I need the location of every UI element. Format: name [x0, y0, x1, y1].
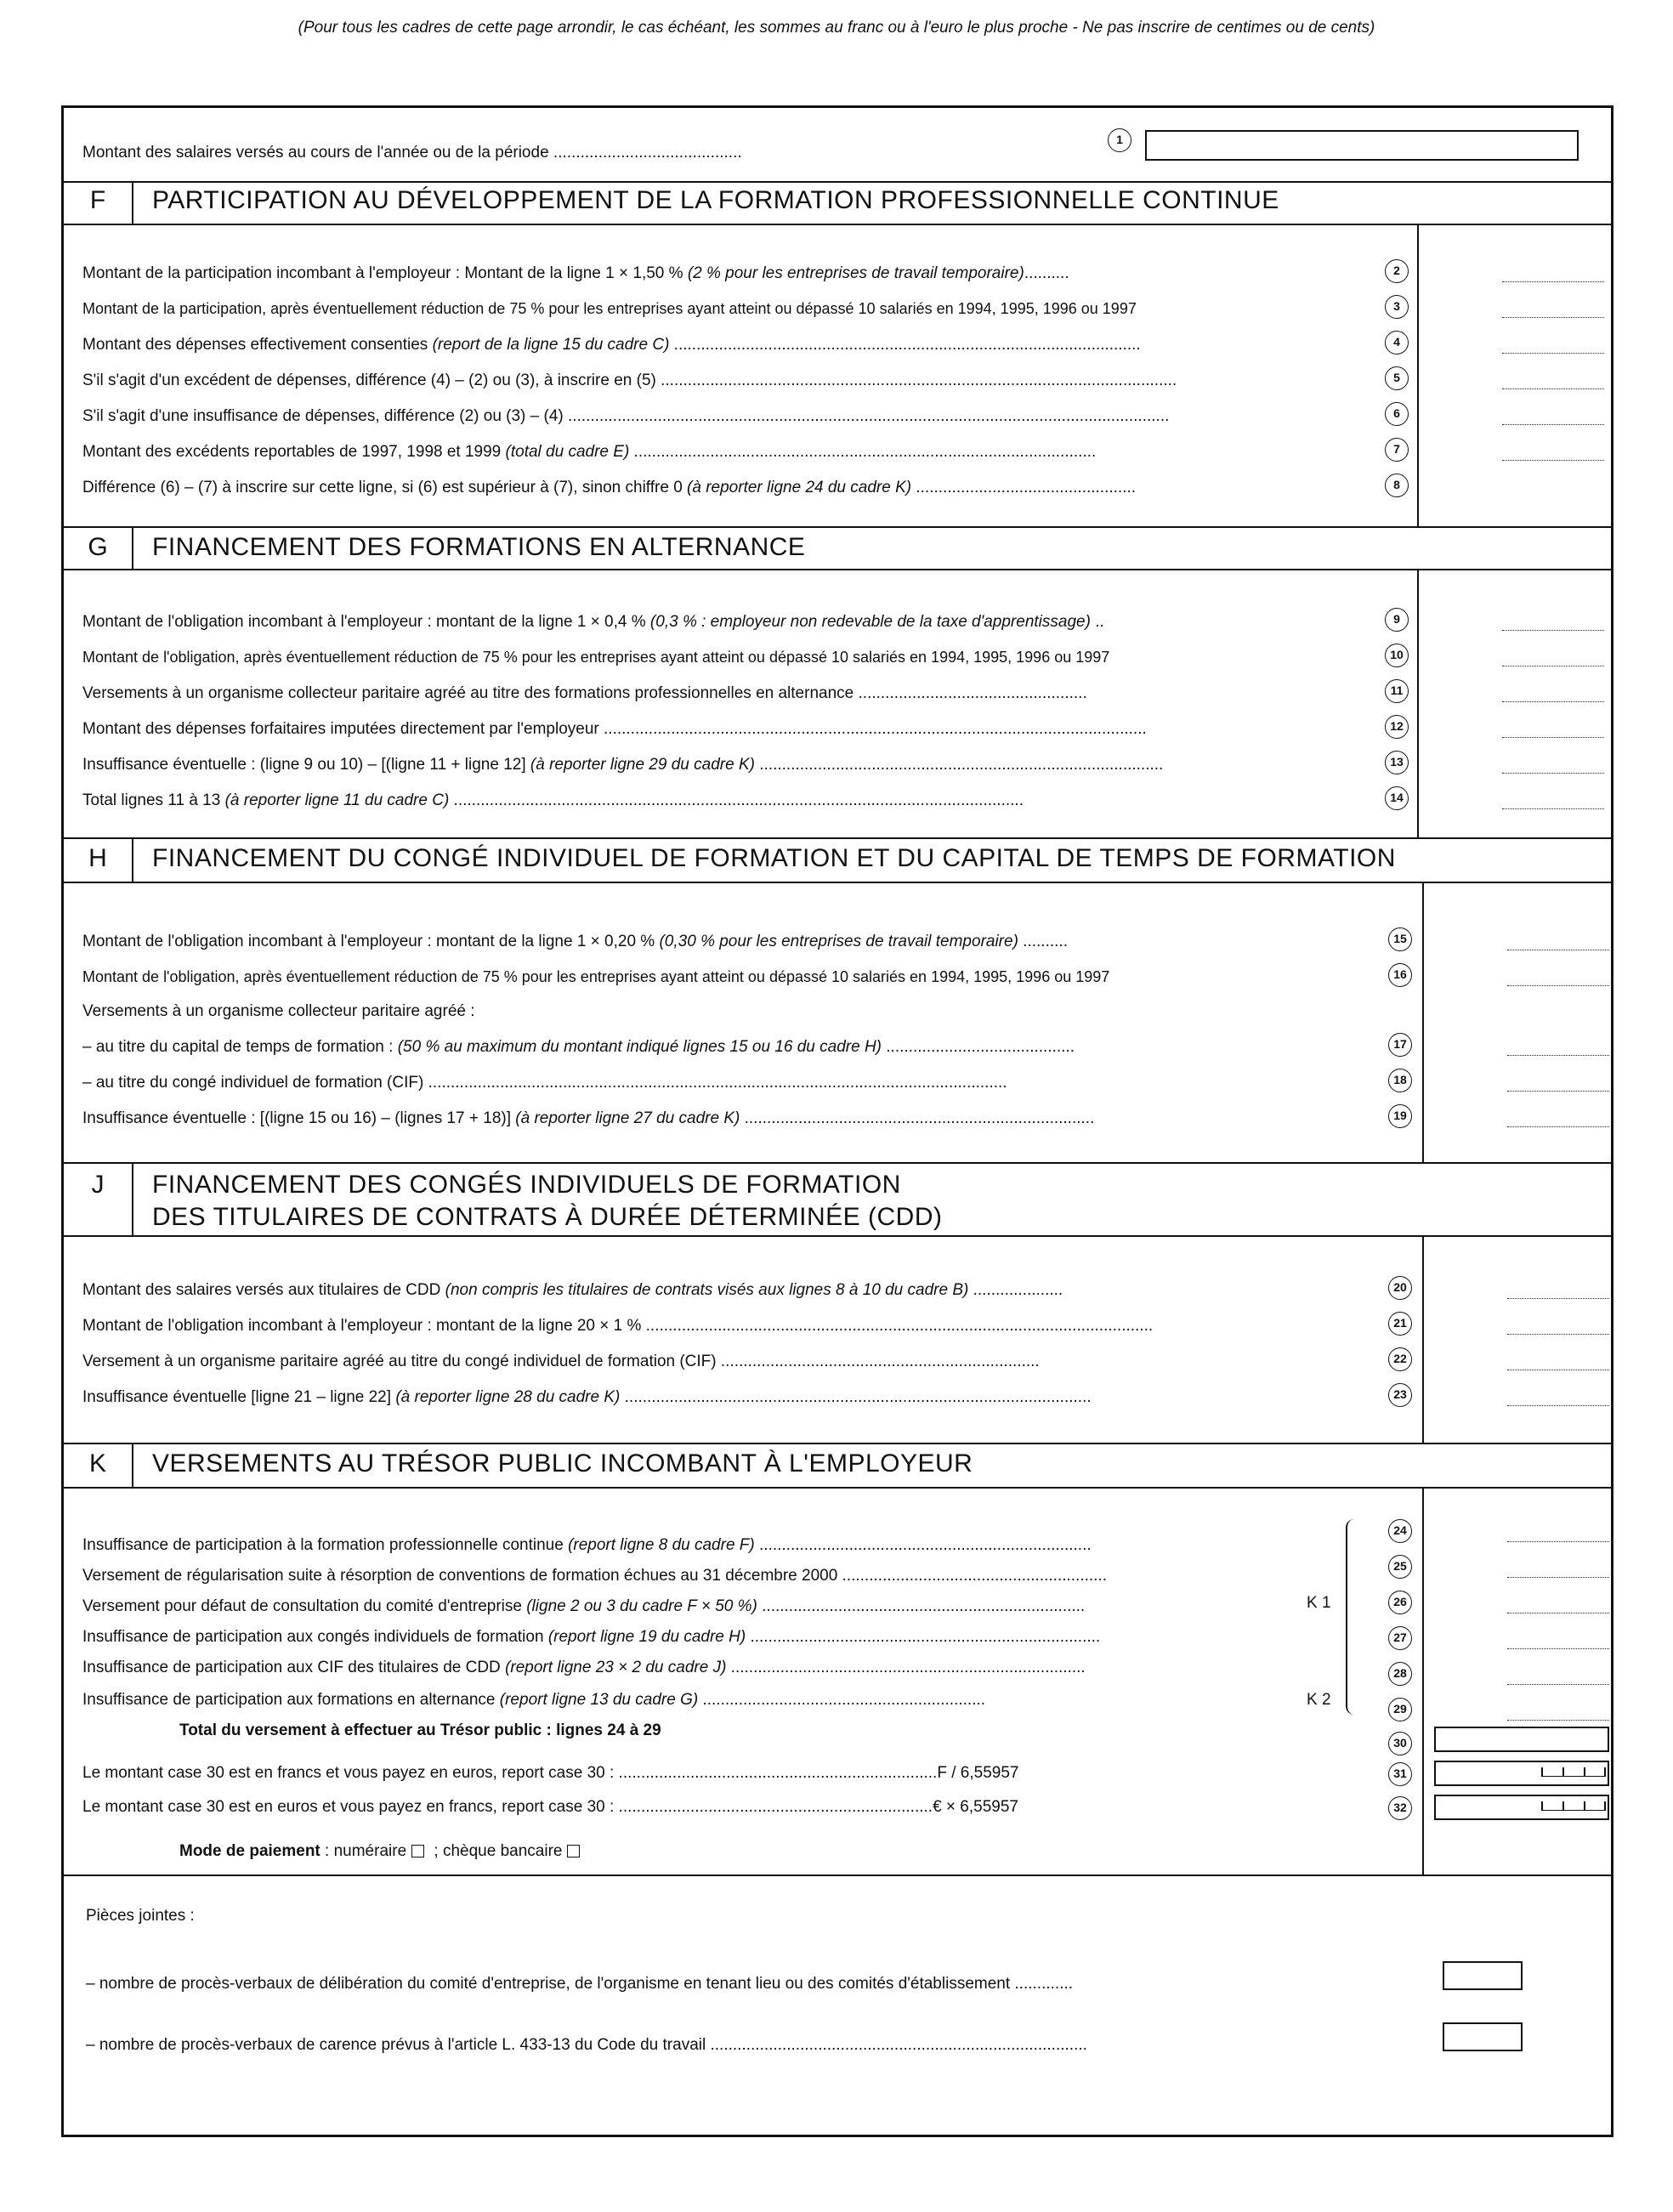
- line-17-input[interactable]: [1507, 1053, 1609, 1056]
- line-24-label: Insuffisance de participation à la formation professionnelle continue: [82, 1536, 569, 1554]
- line-28-note: (report ligne 23 × 2 du cadre J): [505, 1659, 727, 1676]
- dot-leader: ........................................................................................................: [620, 1388, 1092, 1406]
- line-number-7: 7: [1385, 438, 1409, 462]
- dot-leader: .................................................................................................................: [641, 1317, 1154, 1335]
- section-f-title: PARTICIPATION AU DÉVELOPPEMENT DE LA FORMATION PROFESSIONNELLE CONTINUE: [152, 186, 1279, 214]
- dot-leader: ...............................................................: [698, 1691, 986, 1709]
- dot-leader: ........................................................................................................: [669, 336, 1141, 354]
- dot-leader: .........................................................................................................................: [598, 720, 1147, 738]
- line-27-row: [82, 1628, 1100, 1647]
- line-13-row: [82, 756, 1163, 774]
- divider: [64, 1443, 1611, 1444]
- line-2-label: Montant de la participation incombant à l'employeur : Montant de la ligne 1 × 1,50 %: [82, 264, 688, 282]
- line-number-3: 3: [1385, 295, 1409, 319]
- line-13-note: (à reporter ligne 29 du cadre K): [530, 756, 755, 774]
- line-number-18: 18: [1388, 1069, 1412, 1092]
- payment-option-separator: ;: [429, 1842, 443, 1860]
- line-15-label: Montant de l'obligation incombant à l'employeur : montant de la ligne 1 × 0,20 %: [82, 933, 660, 950]
- section-j-title-line-1: FINANCEMENT DES CONGÉS INDIVIDUELS DE FORMATION: [152, 1171, 901, 1199]
- line-30-label: Total du versement à effectuer au Trésor public : lignes 24 à 29: [179, 1721, 661, 1739]
- divider: [132, 1162, 133, 1235]
- line-20-row: [82, 1281, 1063, 1300]
- line-19-row: [82, 1109, 1094, 1128]
- header-note: (Pour tous les cadres de cette page arrondir, le cas échéant, les sommes au franc ou à l'euro le plus proche - Ne pas inscrire de centimes ou de cents): [298, 19, 1375, 37]
- line-4-note: (report de la ligne 15 du cadre C): [432, 336, 670, 354]
- line-27-input[interactable]: [1507, 1647, 1609, 1649]
- line-number-13: 13: [1385, 751, 1409, 774]
- line-number-12: 12: [1385, 715, 1409, 739]
- line-18-label: – au titre du congé individuel de formation (CIF): [82, 1074, 424, 1092]
- dot-leader: ..........................................................................................: [754, 756, 1164, 774]
- line-14-input[interactable]: [1502, 807, 1604, 809]
- dot-leader: ..........................................................................: [754, 1536, 1092, 1554]
- line-14-row: [82, 791, 1024, 810]
- line-28-row: [82, 1659, 1086, 1677]
- divider: [64, 882, 1611, 883]
- line-number-27: 27: [1388, 1626, 1412, 1650]
- dot-leader: ..........: [1024, 264, 1069, 282]
- line-5-label: S'il s'agit d'un excédent de dépenses, différence (4) – (2) ou (3), à inscrire en (5): [82, 372, 656, 389]
- line-17-note: (50 % au maximum du montant indiqué lignes 15 ou 16 du cadre H): [397, 1038, 882, 1056]
- payment-check-label: chèque bancaire: [442, 1842, 563, 1860]
- divider: [132, 181, 133, 224]
- attachment-item-1-label: – nombre de procès-verbaux de délibération du comité d'entreprise, de l'organisme en tenant lieu ou des comités d'établissement: [86, 1975, 1011, 1993]
- line-13-input[interactable]: [1502, 771, 1604, 774]
- column-divider: [1417, 224, 1419, 526]
- dot-leader: ....................................................................................: [706, 2036, 1087, 2054]
- line-number-28: 28: [1388, 1662, 1412, 1686]
- dot-leader: ..............................................................................: [740, 1109, 1095, 1127]
- dot-leader: ...................................................: [854, 684, 1087, 702]
- line-22-input[interactable]: [1507, 1368, 1609, 1370]
- section-f-letter: F: [89, 186, 106, 214]
- dot-leader: ..............................................................................: [746, 1628, 1101, 1646]
- line-4-row: [82, 336, 1141, 354]
- line-4-input[interactable]: [1502, 351, 1604, 354]
- line-28-input[interactable]: [1507, 1682, 1609, 1685]
- column-divider: [1422, 1235, 1424, 1443]
- attachments-title: Pièces jointes :: [86, 1907, 195, 1925]
- line-21-row: [82, 1317, 1153, 1336]
- line-number-23: 23: [1388, 1383, 1412, 1407]
- line-7-input[interactable]: [1502, 458, 1604, 461]
- attachment-2-count-input[interactable]: [1443, 2022, 1523, 2051]
- line-9-row: [82, 613, 1104, 632]
- line-number-26: 26: [1388, 1591, 1412, 1614]
- line-number-11: 11: [1385, 679, 1409, 703]
- line-number-16: 16: [1388, 963, 1412, 987]
- divider: [64, 181, 1611, 183]
- line-3-row: [82, 300, 1137, 318]
- line-19-label: Insuffisance éventuelle : [(ligne 15 ou 16) – (lignes 17 + 18)]: [82, 1109, 516, 1127]
- dot-leader: ...............................................................................................................................: [449, 791, 1024, 809]
- line-number-30: 30: [1388, 1732, 1412, 1755]
- line-7-note: (total du cadre E): [505, 443, 630, 461]
- digit-ticks: [1541, 1801, 1606, 1811]
- line-23-input[interactable]: [1507, 1404, 1609, 1406]
- line-13-label: Insuffisance éventuelle : (ligne 9 ou 10) – [(ligne 11 + ligne 12]: [82, 756, 530, 774]
- dot-leader: ..: [1090, 613, 1104, 631]
- line-number-17: 17: [1388, 1033, 1412, 1057]
- section-h-letter: H: [88, 844, 107, 872]
- line-1-row: [82, 144, 742, 162]
- line-4-label: Montant des dépenses effectivement consenties: [82, 336, 433, 354]
- line-2-note: (2 % pour les entreprises de travail temporaire): [687, 264, 1024, 282]
- divider: [132, 526, 133, 569]
- dot-leader: .......................................................................: [614, 1764, 938, 1782]
- line-23-label: Insuffisance éventuelle [ligne 21 – ligne 22]: [82, 1388, 396, 1406]
- divider: [64, 224, 1611, 225]
- attachment-item-1: [86, 1975, 1073, 1994]
- line-19-note: (à reporter ligne 27 du cadre K): [515, 1109, 740, 1127]
- attachment-1-count-input[interactable]: [1443, 1961, 1523, 1990]
- line-10-input[interactable]: [1502, 664, 1604, 666]
- line-3-label: Montant de la participation, après éventuellement réduction de 75 % pour les entreprises ayant atteint ou dépassé 10 salariés en 1994, 1995, 1996 ou 1997: [82, 300, 1137, 317]
- line-number-25: 25: [1388, 1555, 1412, 1579]
- line-number-6: 6: [1385, 402, 1409, 426]
- line-number-29: 29: [1388, 1698, 1412, 1721]
- line-number-31: 31: [1388, 1762, 1412, 1786]
- line-29-note: (report ligne 13 du cadre G): [499, 1691, 699, 1709]
- line-1-input[interactable]: [1145, 130, 1579, 161]
- dot-leader: ..........................................: [882, 1038, 1075, 1056]
- line-9-input[interactable]: [1502, 628, 1604, 631]
- attachment-item-2-label: – nombre de procès-verbaux de carence prévus à l'article L. 433-13 du Code du travail: [86, 2036, 706, 2054]
- line-22-label: Versement à un organisme paritaire agréé au titre du congé individuel de formation (CIF): [82, 1353, 717, 1370]
- line-number-14: 14: [1385, 786, 1409, 810]
- bracket: [1346, 1519, 1358, 1715]
- attachment-item-2: [86, 2036, 1087, 2055]
- line-21-label: Montant de l'obligation incombant à l'employeur : montant de la ligne 20 × 1 %: [82, 1317, 642, 1335]
- line-number-4: 4: [1385, 331, 1409, 354]
- line-32-label: Le montant case 30 est en euros et vous payez en francs, report case 30 :: [82, 1798, 615, 1816]
- line-25-input[interactable]: [1507, 1575, 1609, 1578]
- line-31-input[interactable]: [1434, 1761, 1609, 1786]
- line-17-row: [82, 1038, 1075, 1057]
- dot-leader: ....................: [968, 1281, 1063, 1299]
- section-k-letter: K: [88, 1449, 106, 1478]
- line-5-row: [82, 372, 1177, 390]
- line-11-row: [82, 684, 1087, 703]
- line-12-row: [82, 720, 1147, 739]
- line-32-row: [82, 1798, 1018, 1817]
- line-10-label: Montant de l'obligation, après éventuellement réduction de 75 % pour les entreprises ayant atteint ou dépassé 10 salariés en 1994, 1995, 1996 ou 1997: [82, 649, 1110, 666]
- divider: [64, 1875, 1611, 1876]
- line-16-input[interactable]: [1507, 984, 1609, 986]
- line-5-input[interactable]: [1502, 387, 1604, 389]
- k2-marker: K 2: [1307, 1691, 1331, 1709]
- line-32-input[interactable]: [1434, 1795, 1609, 1820]
- line-2-row: [82, 264, 1069, 283]
- line-7-label: Montant des excédents reportables de 1997, 1998 et 1999: [82, 443, 506, 461]
- section-h-title: FINANCEMENT DU CONGÉ INDIVIDUEL DE FORMATION ET DU CAPITAL DE TEMPS DE FORMATION: [152, 844, 1396, 872]
- payment-mode-separator: :: [320, 1842, 334, 1860]
- line-number-19: 19: [1388, 1104, 1412, 1128]
- line-31-row: [82, 1764, 1018, 1783]
- section-k-title: VERSEMENTS AU TRÉSOR PUBLIC INCOMBANT À L'EMPLOYEUR: [152, 1449, 973, 1478]
- line-22-row: [82, 1353, 1040, 1371]
- line-11-input[interactable]: [1502, 700, 1604, 702]
- line-number-10: 10: [1385, 644, 1409, 667]
- divider: [64, 1487, 1611, 1489]
- line-number-2: 2: [1385, 259, 1409, 283]
- line-15-row: [82, 933, 1068, 951]
- line-16-row: [82, 968, 1109, 986]
- section-g-letter: G: [88, 533, 108, 561]
- line-number-21: 21: [1388, 1312, 1412, 1336]
- line-number-5: 5: [1385, 366, 1409, 390]
- section-j-letter: J: [91, 1171, 105, 1199]
- line-29-input[interactable]: [1507, 1718, 1609, 1721]
- line-1-label: Montant des salaires versés au cours de l'année ou de la période: [82, 144, 549, 162]
- dot-leader: ........................................................................: [757, 1597, 1086, 1615]
- line-29-label: Insuffisance de participation aux formations en alternance: [82, 1691, 500, 1709]
- line-number-20: 20: [1388, 1276, 1412, 1300]
- dot-leader: ...............................................................................: [726, 1659, 1086, 1676]
- line-8-note: (à reporter ligne 24 du cadre K): [687, 479, 912, 496]
- line-9-note: (0,3 % : employeur non redevable de la taxe d'apprentissage): [649, 613, 1091, 631]
- line-2-input[interactable]: [1502, 280, 1604, 282]
- dot-leader: .................................................................................................................................: [423, 1074, 1007, 1092]
- line-26-input[interactable]: [1507, 1611, 1609, 1614]
- digit-ticks: [1541, 1767, 1606, 1777]
- line-15-input[interactable]: [1507, 948, 1609, 950]
- line-16b-label: Versements à un organisme collecteur paritaire agréé :: [82, 1002, 475, 1020]
- divider: [132, 837, 133, 882]
- line-number-22: 22: [1388, 1347, 1412, 1371]
- column-divider: [1417, 569, 1419, 837]
- line-27-label: Insuffisance de participation aux congés individuels de formation: [82, 1628, 548, 1646]
- line-number-1: 1: [1108, 128, 1131, 152]
- line-30-input[interactable]: [1434, 1727, 1609, 1752]
- line-number-15: 15: [1388, 927, 1412, 951]
- section-g-title: FINANCEMENT DES FORMATIONS EN ALTERNANCE: [152, 533, 806, 561]
- line-8-row: [82, 479, 1136, 497]
- line-25-row: [82, 1567, 1107, 1585]
- line-15-note: (0,30 % pour les entreprises de travail temporaire): [659, 933, 1018, 950]
- line-16b-row: [82, 1002, 475, 1021]
- line-26-note: (ligne 2 ou 3 du cadre F × 50 %): [526, 1597, 757, 1615]
- payment-mode-row: [179, 1842, 585, 1861]
- line-14-label: Total lignes 11 à 13: [82, 791, 225, 809]
- dot-leader: ..........: [1018, 933, 1068, 950]
- divider: [64, 1235, 1611, 1237]
- divider: [64, 1162, 1611, 1164]
- line-number-32: 32: [1388, 1796, 1412, 1820]
- line-24-note: (report ligne 8 du cadre F): [568, 1536, 755, 1554]
- line-20-label: Montant des salaires versés aux titulaires de CDD: [82, 1281, 445, 1299]
- line-27-note: (report ligne 19 du cadre H): [547, 1628, 746, 1646]
- divider: [64, 837, 1611, 839]
- line-23-note: (à reporter ligne 28 du cadre K): [395, 1388, 621, 1406]
- line-7-row: [82, 443, 1096, 462]
- line-8-label: Différence (6) – (7) à inscrire sur cette ligne, si (6) est supérieur à (7), sinon chiffre 0: [82, 479, 688, 496]
- line-18-input[interactable]: [1507, 1089, 1609, 1092]
- line-number-9: 9: [1385, 608, 1409, 632]
- line-32-conversion: € × 6,55957: [933, 1798, 1018, 1816]
- line-31-conversion: F / 6,55957: [937, 1764, 1019, 1782]
- line-16-label: Montant de l'obligation, après éventuellement réduction de 75 % pour les entreprises ayant atteint ou dépassé 10 salariés en 1994, 1995, 1996 ou 1997: [82, 968, 1110, 985]
- payment-mode-label: Mode de paiement: [179, 1842, 320, 1860]
- column-divider: [1422, 882, 1424, 1162]
- divider: [132, 1443, 133, 1487]
- line-17-label: – au titre du capital de temps de formation :: [82, 1038, 398, 1056]
- payment-cash-checkbox[interactable]: [411, 1845, 424, 1858]
- dot-leader: ......................................................................: [614, 1798, 933, 1816]
- line-6-row: [82, 407, 1169, 426]
- column-divider: [1422, 1487, 1424, 1875]
- dot-leader: .......................................................................: [716, 1353, 1040, 1370]
- line-19-input[interactable]: [1507, 1125, 1609, 1127]
- payment-cash-label: numéraire: [333, 1842, 407, 1860]
- line-24-row: [82, 1536, 1092, 1555]
- line-31-label: Le montant case 30 est en francs et vous payez en euros, report case 30 :: [82, 1764, 615, 1782]
- dot-leader: .................................................: [911, 479, 1137, 496]
- line-number-24: 24: [1388, 1519, 1412, 1543]
- line-30-row: [179, 1721, 661, 1740]
- dot-leader: ...................................................................................................................: [655, 372, 1177, 389]
- line-18-row: [82, 1074, 1007, 1092]
- dot-leader: .............: [1010, 1975, 1074, 1993]
- line-21-input[interactable]: [1507, 1332, 1609, 1335]
- line-3-input[interactable]: [1502, 315, 1604, 318]
- line-25-label: Versement de régularisation suite à résorption de conventions de formation échues au 31 décembre 2000: [82, 1567, 838, 1585]
- line-12-label: Montant des dépenses forfaitaires imputées directement par l'employeur: [82, 720, 599, 738]
- divider: [64, 569, 1611, 570]
- line-number-8: 8: [1385, 474, 1409, 497]
- line-14-note: (à reporter ligne 11 du cadre C): [224, 791, 450, 809]
- line-26-row: [82, 1597, 1085, 1616]
- section-j-title-line-2: DES TITULAIRES DE CONTRATS À DURÉE DÉTERMINÉE (CDD): [152, 1203, 943, 1231]
- dot-leader: ..........................................: [548, 144, 742, 162]
- line-24-input[interactable]: [1507, 1540, 1609, 1542]
- line-26-label: Versement pour défaut de consultation du comité d'entreprise: [82, 1597, 527, 1615]
- dot-leader: ...........................................................: [837, 1567, 1108, 1585]
- divider: [64, 526, 1611, 528]
- dot-leader: ......................................................................................................................................: [563, 407, 1170, 425]
- form-frame: [61, 105, 1613, 2137]
- payment-check-checkbox[interactable]: [567, 1845, 580, 1858]
- line-10-row: [82, 649, 1109, 666]
- line-12-input[interactable]: [1502, 735, 1604, 738]
- k1-marker: K 1: [1307, 1594, 1331, 1612]
- line-23-row: [82, 1388, 1092, 1407]
- line-6-label: S'il s'agit d'une insuffisance de dépenses, différence (2) ou (3) – (4): [82, 407, 564, 425]
- line-29-row: [82, 1691, 985, 1710]
- line-20-input[interactable]: [1507, 1296, 1609, 1299]
- line-9-label: Montant de l'obligation incombant à l'employeur : montant de la ligne 1 × 0,4 %: [82, 613, 650, 631]
- line-11-label: Versements à un organisme collecteur paritaire agréé au titre des formations professionnelles en alternance: [82, 684, 854, 702]
- line-20-note: (non compris les titulaires de contrats visés aux lignes 8 à 10 du cadre B): [445, 1281, 969, 1299]
- line-28-label: Insuffisance de participation aux CIF des titulaires de CDD: [82, 1659, 506, 1676]
- dot-leader: .......................................................................................................: [629, 443, 1097, 461]
- line-6-input[interactable]: [1502, 423, 1604, 425]
